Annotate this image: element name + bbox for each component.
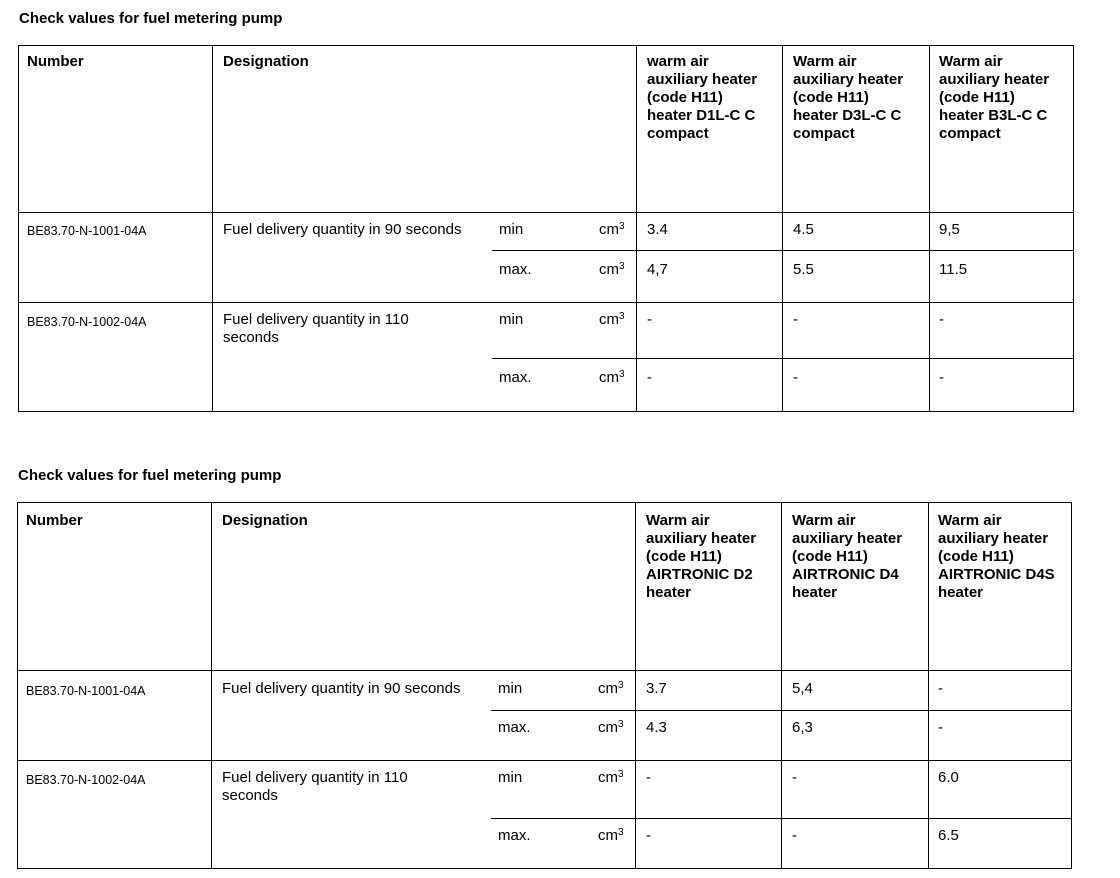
row-divider bbox=[19, 302, 1073, 303]
value-cell: - bbox=[939, 311, 944, 328]
header-heater-col-3: Warm air auxiliary heater (code H11) heater B3L-C C compact bbox=[939, 53, 1050, 142]
header-number: Number bbox=[26, 512, 83, 529]
section-title: Check values for fuel metering pump bbox=[19, 10, 283, 27]
row-divider bbox=[19, 212, 1073, 213]
unit-label: $cm^3$ bbox=[598, 719, 624, 736]
header-heater-col-1: warm air auxiliary heater (code H11) heater D1L-C C compact bbox=[647, 53, 758, 142]
row-number: BE83.70-N-1001-04A bbox=[27, 224, 147, 238]
value-cell: 4.5 bbox=[793, 221, 814, 238]
unit-label: $cm^3$ bbox=[599, 261, 625, 278]
column-divider bbox=[212, 46, 213, 411]
header-heater-col-2: Warm air auxiliary heater (code H11) AIRTRONIC D4 heater bbox=[792, 512, 903, 601]
unit-label: $cm^3$ bbox=[598, 827, 624, 844]
row-number: BE83.70-N-1002-04A bbox=[27, 315, 147, 329]
row-divider bbox=[491, 818, 1071, 819]
value-cell: - bbox=[792, 827, 797, 844]
check-values-table bbox=[17, 502, 1072, 869]
row-divider bbox=[492, 358, 1073, 359]
limit-label: min bbox=[499, 311, 524, 328]
value-cell: - bbox=[793, 311, 798, 328]
row-divider bbox=[491, 710, 1071, 711]
check-values-table bbox=[18, 45, 1074, 412]
row-designation: Fuel delivery quantity in 110 seconds bbox=[222, 769, 408, 804]
value-cell: - bbox=[793, 369, 798, 386]
value-cell: 4,7 bbox=[647, 261, 668, 278]
value-cell: 3.4 bbox=[647, 221, 668, 238]
header-designation: Designation bbox=[222, 512, 308, 529]
limit-label: min bbox=[498, 680, 523, 697]
row-designation: Fuel delivery quantity in 90 seconds bbox=[222, 680, 461, 697]
column-divider bbox=[928, 503, 929, 868]
value-cell: 5.5 bbox=[793, 261, 814, 278]
row-designation: Fuel delivery quantity in 90 seconds bbox=[223, 221, 462, 238]
value-cell: 6.0 bbox=[938, 769, 959, 786]
limit-label: max. bbox=[499, 369, 532, 386]
column-divider bbox=[781, 503, 782, 868]
unit-label: $cm^3$ bbox=[599, 311, 625, 328]
value-cell: - bbox=[647, 311, 652, 328]
header-heater-col-2: Warm air auxiliary heater (code H11) heater D3L-C C compact bbox=[793, 53, 904, 142]
value-cell: 11.5 bbox=[939, 261, 968, 278]
limit-label: max. bbox=[498, 719, 531, 736]
column-divider bbox=[636, 46, 637, 411]
limit-label: max. bbox=[499, 261, 532, 278]
limit-label: min bbox=[499, 221, 524, 238]
value-cell: 5,4 bbox=[792, 680, 813, 697]
row-number: BE83.70-N-1001-04A bbox=[26, 684, 146, 698]
column-divider bbox=[635, 503, 636, 868]
section-title: Check values for fuel metering pump bbox=[18, 467, 282, 484]
unit-label: $cm^3$ bbox=[599, 221, 625, 238]
header-number: Number bbox=[27, 53, 84, 70]
row-number: BE83.70-N-1002-04A bbox=[26, 773, 146, 787]
header-heater-col-3: Warm air auxiliary heater (code H11) AIRTRONIC D4S heater bbox=[938, 512, 1055, 601]
value-cell: - bbox=[792, 769, 797, 786]
value-cell: 6.5 bbox=[938, 827, 959, 844]
column-divider bbox=[929, 46, 930, 411]
limit-label: max. bbox=[498, 827, 531, 844]
limit-label: min bbox=[498, 769, 523, 786]
value-cell: - bbox=[938, 680, 943, 697]
column-divider bbox=[211, 503, 212, 868]
header-heater-col-1: Warm air auxiliary heater (code H11) AIRTRONIC D2 heater bbox=[646, 512, 757, 601]
row-divider bbox=[18, 760, 1071, 761]
value-cell: - bbox=[646, 827, 651, 844]
row-designation: Fuel delivery quantity in 110 seconds bbox=[223, 311, 409, 346]
value-cell: 6,3 bbox=[792, 719, 813, 736]
unit-label: $cm^3$ bbox=[598, 680, 624, 697]
row-divider bbox=[492, 250, 1073, 251]
unit-label: $cm^3$ bbox=[598, 769, 624, 786]
value-cell: - bbox=[647, 369, 652, 386]
value-cell: - bbox=[939, 369, 944, 386]
value-cell: 4.3 bbox=[646, 719, 667, 736]
value-cell: 3.7 bbox=[646, 680, 667, 697]
column-divider bbox=[782, 46, 783, 411]
unit-label: $cm^3$ bbox=[599, 369, 625, 386]
value-cell: - bbox=[646, 769, 651, 786]
value-cell: 9,5 bbox=[939, 221, 960, 238]
header-designation: Designation bbox=[223, 53, 309, 70]
value-cell: - bbox=[938, 719, 943, 736]
row-divider bbox=[18, 670, 1071, 671]
